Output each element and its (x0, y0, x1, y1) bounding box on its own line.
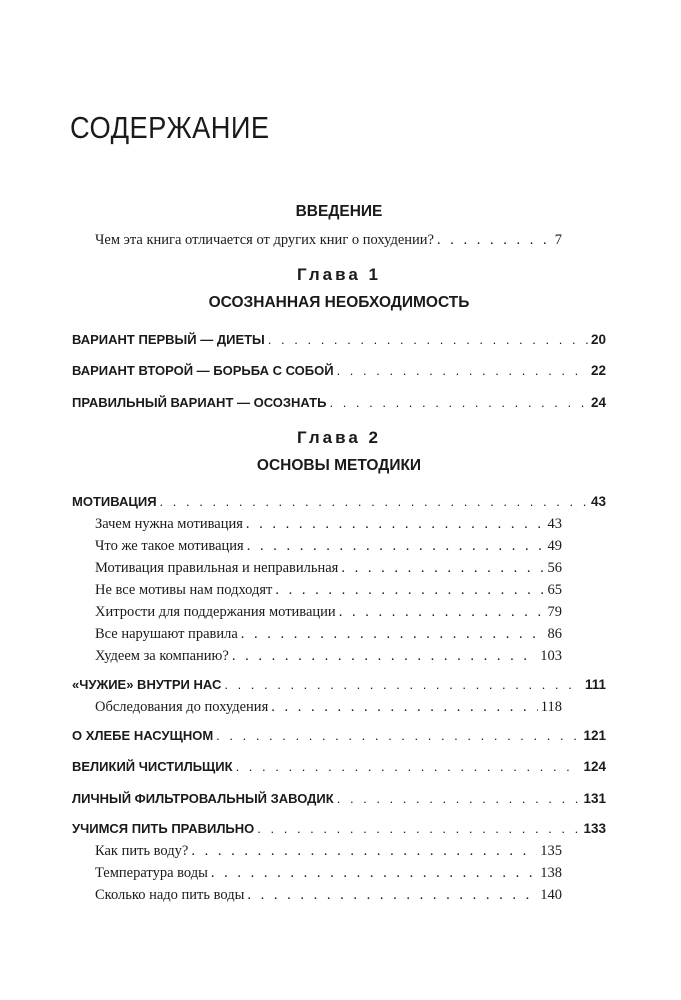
toc-entry-title: МОТИВАЦИЯ (72, 494, 157, 509)
toc-entry-title: ВАРИАНТ ВТОРОЙ — БОРЬБА С СОБОЙ (72, 363, 334, 378)
dot-leader (271, 698, 538, 716)
toc-entry-page: 22 (590, 363, 606, 378)
toc-entry-title: Худеем за компанию? (95, 648, 229, 664)
toc-entry-page: 56 (547, 560, 562, 576)
toc-entry-page: 118 (540, 699, 562, 715)
toc-entry-title: О ХЛЕБЕ НАСУЩНОМ (72, 728, 214, 743)
toc-entry-title: Обследования до похудения (95, 699, 269, 715)
toc-subentry[interactable] (95, 559, 562, 577)
dot-leader (275, 581, 544, 599)
toc-entry-title: Как пить воду? (95, 843, 189, 859)
dot-leader (241, 625, 545, 643)
toc-entry-title: Мотивация правильная и неправильная (95, 560, 339, 576)
toc-subentry[interactable] (95, 647, 562, 665)
toc-entry-title: Сколько надо пить воды (95, 887, 245, 903)
toc-entry-cleaner[interactable] (72, 758, 606, 776)
dot-leader (337, 362, 588, 380)
dot-leader (247, 537, 545, 555)
toc-entry-page: 103 (540, 648, 562, 664)
toc-entry-title: ЛИЧНЫЙ ФИЛЬТРОВАЛЬНЫЙ ЗАВОДИК (72, 791, 334, 806)
toc-entry-title: ВЕЛИКИЙ ЧИСТИЛЬЩИК (72, 759, 233, 774)
toc-subentry[interactable] (95, 625, 562, 643)
toc-subentry[interactable] (95, 698, 562, 716)
toc-entry-title: Чем эта книга отличается от других книг о похудении? (95, 232, 434, 248)
toc-subentry[interactable] (95, 603, 562, 621)
toc-entry-page: 138 (540, 865, 562, 881)
dot-leader (191, 842, 537, 860)
intro-heading: ВВЕДЕНИЕ (295, 203, 383, 220)
dot-leader (437, 231, 552, 249)
chapter1-name: ОСОЗНАННАЯ НЕОБХОДИМОСТЬ (208, 294, 470, 311)
toc-entry-page: 140 (540, 887, 562, 903)
dot-leader (247, 886, 537, 904)
toc-entry-title: ПРАВИЛЬНЫЙ ВАРИАНТ — ОСОЗНАТЬ (72, 395, 327, 410)
toc-entry-aliens[interactable] (72, 676, 606, 694)
toc-subentry[interactable] (95, 886, 562, 904)
toc-entry-title: УЧИМСЯ ПИТЬ ПРАВИЛЬНО (72, 821, 255, 836)
dot-leader (211, 864, 537, 882)
dot-leader (232, 647, 537, 665)
page-title: СОДЕРЖАНИЕ (70, 110, 270, 145)
toc-entry-page: 43 (590, 494, 606, 509)
toc-entry-title: Не все мотивы нам подходят (95, 582, 273, 598)
toc-entry-title: Хитрости для поддержания мотивации (95, 604, 336, 620)
dot-leader (224, 676, 582, 694)
chapter1-label: Глава 1 (297, 265, 381, 284)
toc-entry-title: «ЧУЖИЕ» ВНУТРИ НАС (72, 677, 222, 692)
toc-entry-page: 24 (590, 395, 606, 410)
toc-entry-title: Что же такое мотивация (95, 538, 244, 554)
toc-entry-drinking[interactable] (72, 820, 606, 838)
chapter2-name: ОСНОВЫ МЕТОДИКИ (256, 457, 422, 474)
toc-entry-page: 135 (540, 843, 562, 859)
toc-entry-ch1-3[interactable] (72, 394, 606, 412)
dot-leader (339, 603, 545, 621)
toc-entry-page: 111 (584, 677, 606, 692)
toc-entry-motivation[interactable] (72, 493, 606, 511)
toc-entry-page: 7 (554, 232, 562, 248)
toc-entry-page: 49 (547, 538, 562, 554)
dot-leader (268, 331, 588, 349)
toc-entry-page: 43 (547, 516, 562, 532)
dot-leader (337, 790, 581, 808)
toc-entry-page: 20 (590, 332, 606, 347)
toc-entry-filter[interactable] (72, 790, 606, 808)
toc-entry-page: 121 (583, 728, 606, 743)
toc-subentry[interactable] (95, 515, 562, 533)
toc-subentry[interactable] (95, 537, 562, 555)
toc-entry-title: ВАРИАНТ ПЕРВЫЙ — ДИЕТЫ (72, 332, 265, 347)
toc-subentry[interactable] (95, 864, 562, 882)
toc-entry-page: 131 (583, 791, 606, 806)
toc-entry-page: 133 (583, 821, 606, 836)
toc-entry-page: 86 (547, 626, 562, 642)
dot-leader (246, 515, 545, 533)
toc-entry-page: 65 (547, 582, 562, 598)
toc-entry-ch1-1[interactable] (72, 331, 606, 349)
dot-leader (160, 493, 588, 511)
toc-entry-page: 124 (583, 759, 606, 774)
dot-leader (257, 820, 580, 838)
toc-subentry[interactable] (95, 581, 562, 599)
toc-entry-intro[interactable] (95, 231, 562, 249)
dot-leader (216, 727, 580, 745)
toc-entry-title: Температура воды (95, 865, 208, 881)
toc-entry-ch1-2[interactable] (72, 362, 606, 380)
dot-leader (236, 758, 581, 776)
toc-entry-page: 79 (547, 604, 562, 620)
toc-entry-bread[interactable] (72, 727, 606, 745)
toc-entry-title: Зачем нужна мотивация (95, 516, 243, 532)
dot-leader (329, 394, 588, 412)
toc-entry-title: Все нарушают правила (95, 626, 238, 642)
chapter2-label: Глава 2 (297, 428, 381, 447)
dot-leader (341, 559, 544, 577)
toc-subentry[interactable] (95, 842, 562, 860)
